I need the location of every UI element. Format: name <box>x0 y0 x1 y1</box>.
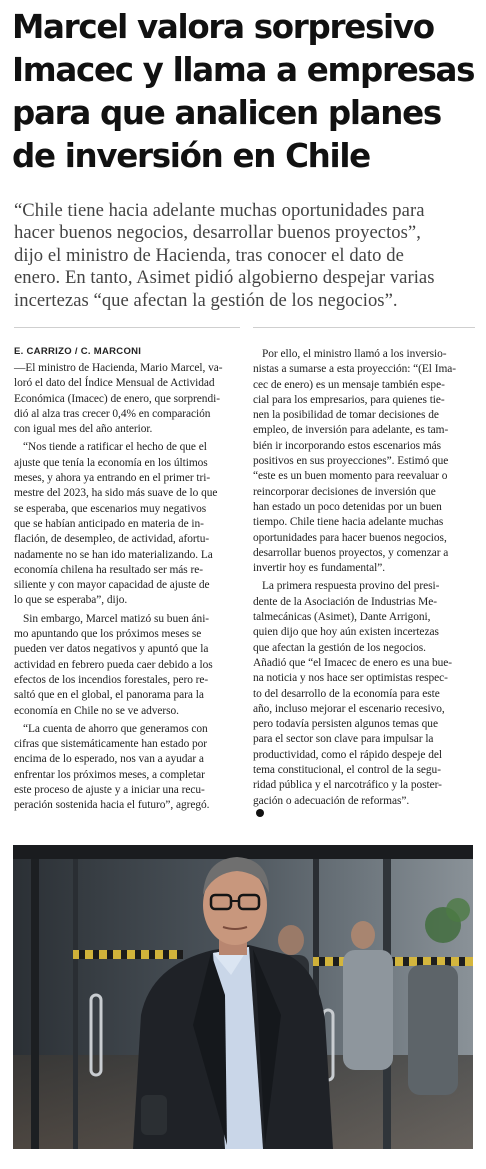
body-line: que se habían anticipado en materia de in- <box>14 517 204 530</box>
body-line: “Nos tiende a ratificar el hecho de que el <box>23 441 207 454</box>
divider <box>253 327 475 328</box>
body-line: bién ir incorporando estos escenarios más <box>253 439 442 452</box>
lead-line: dijo el ministro de Hacienda, tras conocer el dato de <box>14 244 404 266</box>
body-line: positivos en sus proyecciones”. Estimó que <box>253 455 449 468</box>
lead-line: enero. En tanto, Asimet pidió algobierno despejar varias <box>14 267 435 289</box>
lead-line: hacer buenos negocios, desarrollar buenos proyectos”, <box>14 222 421 244</box>
body-line: “este es un buen momento para reevaluar o <box>253 470 448 483</box>
headline-line: de inversión en Chile <box>12 137 370 175</box>
body-line: saltó que en el global, el panorama para la <box>14 689 204 702</box>
body-line: encima de lo esperado, nos van a ayudar a <box>14 753 204 766</box>
headline <box>12 6 478 178</box>
body-line: este proceso de ajuste y a iniciar una recu- <box>14 784 205 797</box>
lead-line: “Chile tiene hacia adelante muchas oportunidades para <box>14 200 425 221</box>
body-line: efectos de los incendios forestales, pero re- <box>14 673 209 686</box>
body-line: Sin embargo, Marcel matizó su buen áni- <box>23 612 210 625</box>
body-line: nadamente no se han ido materializando. La <box>14 548 213 561</box>
byline: E. CARRIZO / C. MARCONI <box>14 346 142 357</box>
body-line: mestre del 2023, ha sido más suave de lo que <box>14 487 218 500</box>
body-line: economía chilena ha resultado ser más re- <box>14 563 203 576</box>
body-line: dió al alza tras crecer 0,4% en comparación <box>14 407 211 420</box>
body-line: siliente y con mayor capacidad de ajuste de <box>14 579 210 592</box>
body-line: productividad, como el rápido despeje del <box>253 748 442 761</box>
body-line: dente de la Asociación de Industrias Me- <box>253 595 437 608</box>
body-line: cial para los empresarios, para quienes tie- <box>253 393 445 406</box>
body-line: “La cuenta de ahorro que generamos con <box>23 722 208 735</box>
body-line: na noticia y nos hace ser optimistas respec- <box>253 672 448 685</box>
man-with-glasses-photo <box>13 845 473 1149</box>
headline-line: para que analicen planes <box>12 94 441 132</box>
body-line: meses, y ahora ya entrando en el primer tri- <box>14 472 211 485</box>
body-line: para el sector son clave para impulsar la <box>253 733 434 746</box>
body-line: pero todavía persisten algunos temas que <box>253 718 438 731</box>
divider <box>14 327 240 328</box>
body-line: con igual mes del año anterior. <box>14 423 153 436</box>
body-line: —El ministro de Hacienda, Mario Marcel, va- <box>14 362 223 374</box>
body-line: ajuste que tenía la economía en los últimos <box>14 456 208 469</box>
body-line: nistas a sumarse a esta proyección: “(El Ima- <box>253 363 457 376</box>
body-line: oportunidades para hacer buenos negocios, <box>253 531 447 544</box>
body-line: cec de enero) es un mensaje también espe- <box>253 378 445 391</box>
lead-paragraph <box>14 200 476 312</box>
body-line: actividad en febrero pueda caer debido a los <box>14 658 213 671</box>
end-of-article-icon <box>256 809 264 817</box>
body-line: que afectan la gestión de los negocios. <box>253 641 426 654</box>
headline-line: Imacec y llama a empresas <box>12 51 475 89</box>
body-line: han estado un poco detenidas por un buen <box>253 500 442 513</box>
body-line: flación, de desempleo, de actividad, afortu- <box>14 533 210 546</box>
body-line: Por ello, el ministro llamó a los inversio- <box>262 348 447 360</box>
body-line: loró el dato del Índice Mensual de Actividad <box>14 377 215 390</box>
body-line: invertir hoy es fundamental”. <box>253 562 386 575</box>
body-line: peración sostenida hacia el futuro”, agregó. <box>14 799 210 812</box>
headline-line: Marcel valora sorpresivo <box>12 8 434 46</box>
body-line: se esperaba, que escenarios muy negativos <box>14 502 207 515</box>
body-column-right <box>253 347 475 817</box>
body-line: ridad pública y el narcotráfico y la poster- <box>253 779 442 792</box>
body-line: La primera respuesta provino del presi- <box>262 580 440 593</box>
body-line: nen la posibilidad de tomar decisiones de <box>253 409 439 422</box>
body-line: tema constitucional, el control de la segu- <box>253 764 441 777</box>
body-line <box>253 794 475 817</box>
body-line: lo que se esperaba”, dijo. <box>14 594 128 607</box>
body-line: año, incluso mejorar el escenario recesivo, <box>253 702 445 715</box>
body-line: Económica (Imacec) de enero, que sorprendi- <box>14 392 220 405</box>
body-line: cifras que sistemáticamente han estado por <box>14 738 208 751</box>
article-photo <box>13 845 473 1149</box>
body-line: mo apuntando que los próximos meses se <box>14 628 202 641</box>
body-line: tiempo. Chile tiene hacia adelante muchas <box>253 516 444 529</box>
lead-line: incertezas “que afectan la gestión de los negocios”. <box>14 289 398 311</box>
body-line: economía en Chile no se ve adverso. <box>14 704 179 717</box>
body-line: desarrollar buenos proyectos, y comenzar a <box>253 546 449 559</box>
body-line: talmecánicas (Asimet), Dante Arrigoni, <box>253 611 431 624</box>
body-line: enfrentar los próximos meses, a completar <box>14 768 205 781</box>
body-line: to del desarrollo de la economía para este <box>253 687 440 700</box>
body-line: pueden ver datos negativos y apuntó que la <box>14 643 209 656</box>
body-line: quien dijo que hoy aún existen incertezas <box>253 626 439 639</box>
body-column-left <box>14 361 238 814</box>
body-line: reincorporar decisiones de inversión que <box>253 485 436 498</box>
body-line: Añadió que “el Imacec de enero es una bue- <box>253 656 453 669</box>
body-line-text: gación o adecuación de reformas”. <box>253 794 410 807</box>
body-line: empleo, de inversión para adelante, es tam- <box>253 424 449 437</box>
